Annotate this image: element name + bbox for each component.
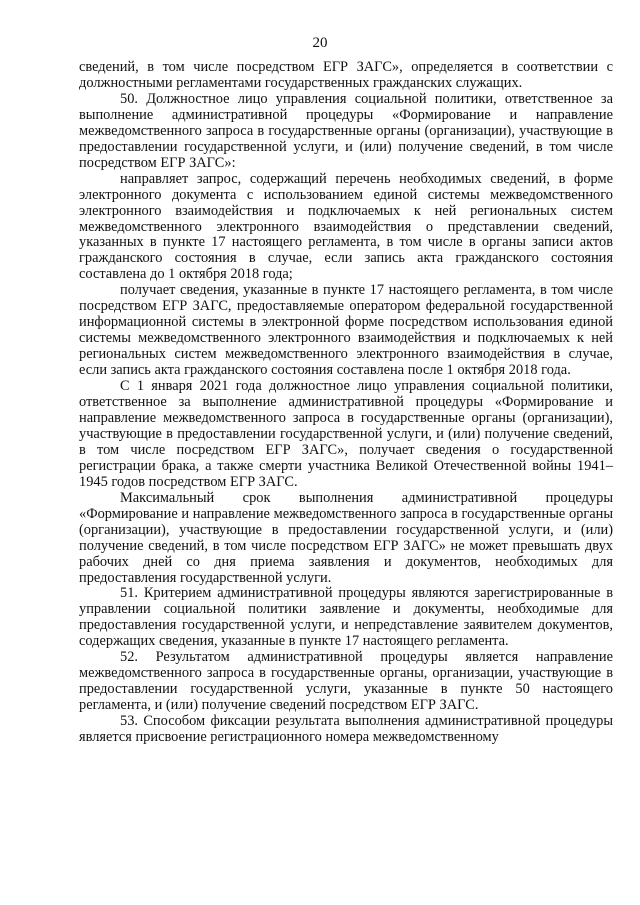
paragraph-52: 52. Результатом административной процедуры является направление межведомственного запроса в государственные органы, организации, участвующие в предоставлении государственной услуги, указанные в пункте 50 настоящего регламента, и (или) получение сведений посредством ЕГР ЗАГС. [79, 649, 613, 714]
document-body [79, 60, 613, 746]
paragraph-50-receives-info: получает сведения, указанные в пункте 17 настоящего регламента, в том числе посредством ЕГР ЗАГС, предоставляемые оператором федеральной государственной информационной системы в электронной форме посредством использования единой системы межведомственного электронного взаимодействия и подключаемых к ней региональных систем межведомственного электронного взаимодействия в случае, если запись акта гражданского состояния составлена после 1 октября 2018 года. [79, 282, 613, 379]
paragraph-50-sends-request: направляет запрос, содержащий перечень необходимых сведений, в форме электронного документа с использованием единой системы межведомственного электронного взаимодействия и подключаемых к ней региональных систем межведомственного электронного взаимодействия о представлении сведений, указанных в пункте 17 настоящего регламента, в том числе в органы записи актов гражданского состояния в случае, если запись акта гражданского состояния составлена до 1 октября 2018 года; [79, 170, 613, 283]
paragraph-53: 53. Способом фиксации результата выполнения административной процедуры является присвоение регистрационного номера межведомственному [79, 713, 613, 746]
paragraph-2021: С 1 января 2021 года должностное лицо управления социальной политики, ответственное за выполнение административной процедуры «Формирование и направление межведомственного запроса в государственные органы (организации), участвующие в предоставлении государственной услуги, и (или) получение сведений, в том числе посредством ЕГР ЗАГС», получает сведения о государственной регистрации брака, а также смерти участника Великой Отечественной войны 1941–1945 годов посредством ЕГР ЗАГС. [79, 378, 613, 490]
page-number: 20 [312, 35, 328, 51]
paragraph-50: 50. Должностное лицо управления социальной политики, ответственное за выполнение административной процедуры «Формирование и направление межведомственного запроса в государственные органы (организации), участвующие в предоставлении государственной услуги, и (или) получение сведений, в том числе посредством ЕГР ЗАГС»: [79, 90, 613, 171]
paragraph-max-term: Максимальный срок выполнения административной процедуры «Формирование и направление межведомственного запроса в государственные органы (организации), участвующие в предоставлении государственной услуги, и (или) получение сведений, в том числе посредством ЕГР ЗАГС» не может превышать двух рабочих дней со дня приема заявления и документов, необходимых для предоставления государственной услуги. [79, 489, 613, 586]
paragraph-continuation: сведений, в том числе посредством ЕГР ЗАГС», определяется в соответствии с должностными регламентами государственных гражданских служащих. [79, 59, 613, 91]
paragraph-51: 51. Критерием административной процедуры являются зарегистрированные в управлении социальной политики заявление и документы, необходимые для предоставления государственной услуги, и непредставление заявителем документов, содержащих сведения, указанные в пункте 17 настоящего регламента. [79, 585, 613, 650]
